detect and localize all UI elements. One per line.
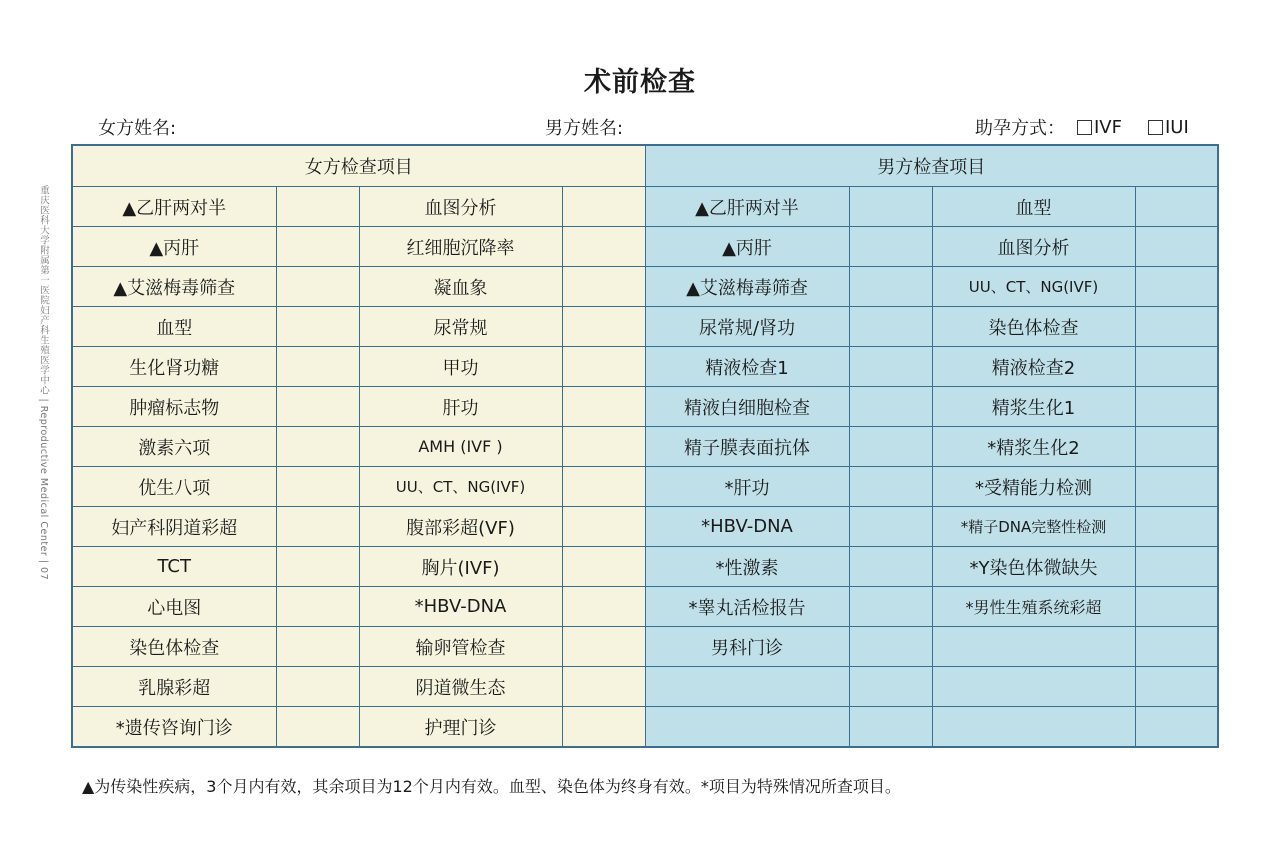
male-check-cell[interactable] (1135, 267, 1218, 307)
female-exam-item: 乳腺彩超 (72, 667, 276, 707)
male-check-cell[interactable] (1135, 627, 1218, 667)
female-check-cell[interactable] (276, 467, 359, 507)
female-check-cell[interactable] (276, 547, 359, 587)
male-exam-item: *Y染色体微缺失 (932, 547, 1135, 587)
male-exam-item (645, 707, 849, 748)
male-check-cell[interactable] (849, 347, 932, 387)
female-check-cell[interactable] (276, 267, 359, 307)
female-check-cell[interactable] (562, 707, 645, 748)
female-exam-item: TCT (72, 547, 276, 587)
female-check-cell[interactable] (276, 627, 359, 667)
male-check-cell[interactable] (1135, 667, 1218, 707)
assist-method (975, 114, 1189, 140)
checkbox-square-icon (1148, 120, 1163, 135)
male-check-cell[interactable] (849, 387, 932, 427)
female-check-cell[interactable] (562, 227, 645, 267)
female-check-cell[interactable] (276, 307, 359, 347)
female-exam-item: 腹部彩超(VF) (359, 507, 562, 547)
male-header: 男方检查项目 (645, 145, 1218, 187)
female-check-cell[interactable] (562, 467, 645, 507)
male-exam-item: UU、CT、NG(IVF) (932, 267, 1135, 307)
female-check-cell[interactable] (562, 267, 645, 307)
table-row (72, 387, 1218, 427)
female-exam-item: 红细胞沉降率 (359, 227, 562, 267)
male-exam-item: *精子DNA完整性检测 (932, 507, 1135, 547)
iui-checkbox[interactable] (1148, 117, 1189, 138)
male-exam-item: *男性生殖系统彩超 (932, 587, 1135, 627)
female-exam-item: 阴道微生态 (359, 667, 562, 707)
table-row (72, 307, 1218, 347)
male-check-cell[interactable] (1135, 307, 1218, 347)
female-check-cell[interactable] (276, 587, 359, 627)
ivf-label: IVF (1094, 116, 1122, 138)
female-exam-item: 生化肾功糖 (72, 347, 276, 387)
male-check-cell[interactable] (849, 547, 932, 587)
table-row (72, 707, 1218, 748)
table-row (72, 187, 1218, 227)
male-exam-item: *性激素 (645, 547, 849, 587)
male-check-cell[interactable] (1135, 227, 1218, 267)
table-row (72, 227, 1218, 267)
male-name-label: 男方姓名: (545, 118, 624, 139)
male-check-cell[interactable] (1135, 187, 1218, 227)
male-exam-item (645, 667, 849, 707)
male-exam-item: 精液白细胞检查 (645, 387, 849, 427)
male-exam-item: *HBV-DNA (645, 507, 849, 547)
male-exam-item: 血型 (932, 187, 1135, 227)
male-check-cell[interactable] (849, 267, 932, 307)
female-check-cell[interactable] (562, 507, 645, 547)
female-check-cell[interactable] (276, 707, 359, 748)
female-check-cell[interactable] (562, 547, 645, 587)
page-title: 术前检查 (584, 67, 696, 98)
female-exam-item: 血图分析 (359, 187, 562, 227)
male-check-cell[interactable] (1135, 587, 1218, 627)
male-exam-item (932, 707, 1135, 748)
female-exam-item: 优生八项 (72, 467, 276, 507)
checkbox-square-icon (1077, 120, 1092, 135)
table-row (72, 587, 1218, 627)
male-check-cell[interactable] (849, 227, 932, 267)
male-check-cell[interactable] (1135, 387, 1218, 427)
female-check-cell[interactable] (562, 667, 645, 707)
male-exam-item: 尿常规/肾功 (645, 307, 849, 347)
male-exam-item: 精子膜表面抗体 (645, 427, 849, 467)
male-exam-item: *睾丸活检报告 (645, 587, 849, 627)
male-check-cell[interactable] (1135, 347, 1218, 387)
female-check-cell[interactable] (562, 387, 645, 427)
female-exam-item: 护理门诊 (359, 707, 562, 748)
female-exam-item: *遗传咨询门诊 (72, 707, 276, 748)
male-check-cell[interactable] (849, 587, 932, 627)
female-check-cell[interactable] (276, 387, 359, 427)
male-exam-item: *精浆生化2 (932, 427, 1135, 467)
female-check-cell[interactable] (562, 427, 645, 467)
male-check-cell[interactable] (849, 707, 932, 748)
male-check-cell[interactable] (1135, 547, 1218, 587)
male-check-cell[interactable] (1135, 707, 1218, 748)
male-check-cell[interactable] (849, 187, 932, 227)
female-exam-item: 激素六项 (72, 427, 276, 467)
male-exam-item: *受精能力检测 (932, 467, 1135, 507)
ivf-checkbox[interactable] (1077, 117, 1122, 138)
table-row (72, 667, 1218, 707)
male-exam-item: *肝功 (645, 467, 849, 507)
table-row (72, 267, 1218, 307)
male-exam-item: 精液检查1 (645, 347, 849, 387)
table-row (72, 427, 1218, 467)
male-exam-item (932, 667, 1135, 707)
assist-method-label: 助孕方式： (975, 118, 1065, 139)
male-check-cell[interactable] (849, 507, 932, 547)
table-row (72, 507, 1218, 547)
footnote: ▲为传染性疾病，3个月内有效，其余项目为12个月内有效。血型、染色体为终身有效。*项目为特殊情况所查项目。 (82, 777, 901, 796)
male-exam-item: 染色体检查 (932, 307, 1135, 347)
female-exam-item: 尿常规 (359, 307, 562, 347)
female-exam-item: ▲艾滋梅毒筛查 (72, 267, 276, 307)
female-check-cell[interactable] (276, 667, 359, 707)
table-header-row (72, 145, 1218, 187)
male-check-cell[interactable] (1135, 507, 1218, 547)
female-exam-item: ▲丙肝 (72, 227, 276, 267)
male-exam-item: ▲丙肝 (645, 227, 849, 267)
female-exam-item: 肝功 (359, 387, 562, 427)
female-check-cell[interactable] (276, 507, 359, 547)
male-check-cell[interactable] (849, 667, 932, 707)
female-exam-item: UU、CT、NG(IVF) (359, 467, 562, 507)
female-check-cell[interactable] (562, 627, 645, 667)
female-check-cell[interactable] (276, 187, 359, 227)
male-exam-item: 精液检查2 (932, 347, 1135, 387)
female-exam-item: 肿瘤标志物 (72, 387, 276, 427)
female-check-cell[interactable] (276, 227, 359, 267)
male-check-cell[interactable] (849, 627, 932, 667)
table-row (72, 547, 1218, 587)
female-exam-item: 甲功 (359, 347, 562, 387)
male-exam-item: 血图分析 (932, 227, 1135, 267)
male-exam-item: 精浆生化1 (932, 387, 1135, 427)
table-row (72, 347, 1218, 387)
female-exam-item: 胸片(IVF) (359, 547, 562, 587)
male-exam-item: ▲艾滋梅毒筛查 (645, 267, 849, 307)
male-exam-item: ▲乙肝两对半 (645, 187, 849, 227)
sidebar-text: 重庆医科大学附属第一医院妇产科生殖医学中心 | Reproductive Medical Center | 07 (38, 185, 49, 581)
female-exam-item: 心电图 (72, 587, 276, 627)
female-exam-item: ▲乙肝两对半 (72, 187, 276, 227)
female-exam-item: 凝血象 (359, 267, 562, 307)
male-exam-item: 男科门诊 (645, 627, 849, 667)
exam-table (71, 144, 1219, 748)
female-check-cell[interactable] (562, 347, 645, 387)
female-exam-item: 输卵管检查 (359, 627, 562, 667)
female-exam-item: 血型 (72, 307, 276, 347)
female-check-cell[interactable] (562, 307, 645, 347)
female-exam-item: 染色体检查 (72, 627, 276, 667)
female-check-cell[interactable] (562, 187, 645, 227)
female-header: 女方检查项目 (72, 145, 645, 187)
iui-label: IUI (1164, 116, 1189, 138)
male-exam-item (932, 627, 1135, 667)
table-row (72, 467, 1218, 507)
male-check-cell[interactable] (849, 307, 932, 347)
female-check-cell[interactable] (562, 587, 645, 627)
female-exam-item: AMH (IVF ) (359, 427, 562, 467)
table-row (72, 627, 1218, 667)
male-check-cell[interactable] (1135, 467, 1218, 507)
female-exam-item: *HBV-DNA (359, 587, 562, 627)
male-check-cell[interactable] (849, 427, 932, 467)
female-exam-item: 妇产科阴道彩超 (72, 507, 276, 547)
male-check-cell[interactable] (849, 467, 932, 507)
female-check-cell[interactable] (276, 427, 359, 467)
female-check-cell[interactable] (276, 347, 359, 387)
female-name-label: 女方姓名: (98, 118, 177, 139)
male-check-cell[interactable] (1135, 427, 1218, 467)
